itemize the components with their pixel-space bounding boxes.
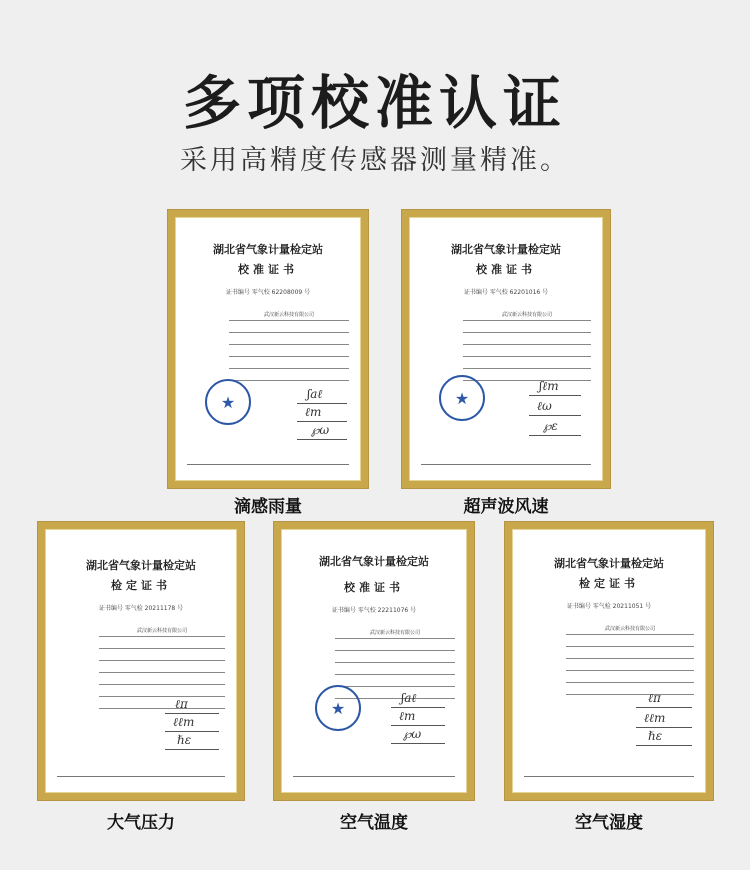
signature: ℓπ (175, 697, 188, 711)
cert-fields (187, 310, 349, 382)
certificate-frame-humidity (505, 522, 713, 800)
cert-org: 湖北省气象计量检定站 (319, 555, 429, 568)
signature: ʃaℓ (307, 387, 323, 401)
caption-temperature: 空气温度 (340, 813, 408, 833)
cert-kind: 检定证书 (579, 577, 639, 590)
official-seal-icon (205, 379, 251, 425)
signature: ℘ω (311, 423, 330, 437)
cert-org: 湖北省气象计量检定站 (86, 559, 196, 572)
signature: ℘ε (543, 419, 558, 433)
signature: ℘ω (403, 727, 422, 741)
signature: ℏε (177, 733, 192, 747)
signature: ʃaℓ (401, 691, 417, 705)
cert-kind: 校准证书 (476, 263, 536, 276)
cert-number: 证书编号 零气校 62201016 号 (463, 289, 549, 296)
cert-number: 证书编号 零气检 20211178 号 (98, 605, 184, 612)
cert-fields (293, 628, 455, 700)
signature: ℓπ (648, 691, 661, 705)
signature: ℓm (305, 405, 322, 419)
cert-org: 湖北省气象计量检定站 (554, 557, 664, 570)
cert-unit: 武汉新云科技有限公司 (463, 311, 591, 321)
signature: ʃℓm (539, 379, 559, 393)
cert-footer (57, 776, 225, 779)
cert-footer (293, 776, 455, 779)
page-title: 多项校准认证 (182, 69, 567, 137)
cert-unit: 武汉新云科技有限公司 (566, 625, 694, 635)
caption-rain: 滴感雨量 (234, 497, 302, 517)
cert-kind: 校准证书 (344, 581, 404, 594)
signature: ℏε (648, 729, 663, 743)
certificate-frame-temperature (274, 522, 474, 800)
cert-footer (421, 464, 591, 467)
caption-pressure: 大气压力 (107, 813, 175, 833)
cert-number: 证书编号 零气校 22211076 号 (331, 607, 417, 614)
cert-org: 湖北省气象计量检定站 (451, 243, 561, 256)
cert-footer (187, 464, 349, 467)
official-seal-icon (439, 375, 485, 421)
signature: ℓℓm (173, 715, 195, 729)
certificate-frame-rain (168, 210, 368, 488)
cert-footer (524, 776, 694, 779)
signature: ℓℓm (644, 711, 666, 725)
cert-unit: 武汉新云科技有限公司 (99, 627, 225, 637)
page-subtitle: 采用高精度传感器测量精准。 (180, 145, 570, 176)
caption-humidity: 空气湿度 (575, 813, 643, 833)
caption-wind: 超声波风速 (463, 497, 549, 517)
cert-fields (421, 310, 591, 382)
cert-unit: 武汉新云科技有限公司 (229, 311, 349, 321)
cert-kind: 校准证书 (238, 263, 298, 276)
signature: ℓm (399, 709, 416, 723)
certificate-frame-pressure (38, 522, 244, 800)
certificate-frame-wind (402, 210, 610, 488)
cert-fields (57, 626, 225, 710)
cert-fields (524, 624, 694, 696)
cert-kind: 检定证书 (111, 579, 171, 592)
cert-number: 证书编号 零气检 20211051 号 (566, 603, 652, 610)
signature: ℓω (537, 399, 552, 413)
cert-org: 湖北省气象计量检定站 (213, 243, 323, 256)
official-seal-icon (315, 685, 361, 731)
cert-unit: 武汉新云科技有限公司 (335, 629, 455, 639)
cert-number: 证书编号 零气校 62208009 号 (225, 289, 311, 296)
